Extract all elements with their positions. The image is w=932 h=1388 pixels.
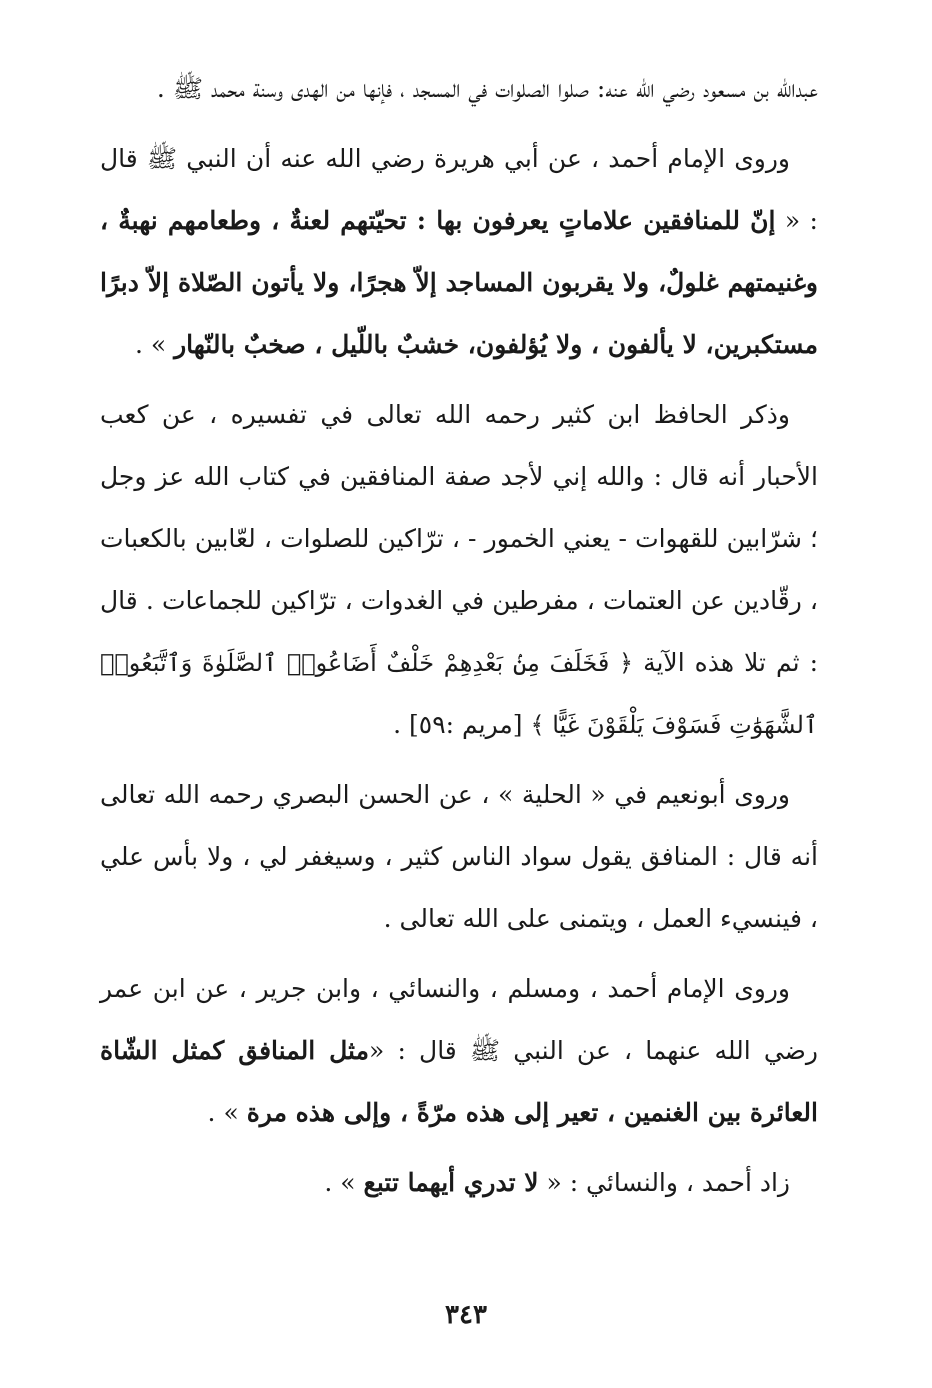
hadith-text: إنّ للمنافقين علاماتٍ يعرفون بها : تحيّتهم لعنةٌ ، وطعامهم نهبةٌ ، وغنيمتهم غلولٌ، ولا يقربون المساجد إلاّ هجرًا، ولا يأتون الصّلاة إلاّ دبرًا مستكبرين، لا يألفون ، ولا يُؤلفون، خشبٌ باللّيل ، صخبٌ بالنّهار — [100, 206, 818, 359]
paragraph-addition — [100, 1152, 818, 1214]
paragraph-text: عبدالله بن مسعود رضي الله عنه: صلوا الصلوات في المسجد ، فإنها من الهدى وسنة محمد ﷺ . — [156, 74, 818, 103]
narration-intro: وروى الإمام أحمد ، ومسلم ، والنسائي ، وابن جرير ، عن ابن عمر رضي الله عنهما ، عن النبي ﷺ قال : « — [100, 974, 818, 1065]
paragraph-text: وروى أبونعيم في « الحلية » ، عن الحسن البصري رحمه الله تعالى أنه قال : المنافق يقول سواد الناس كثير ، وسيغفر لي ، ولا بأس علي ، فينسيء العمل ، ويتمنى على الله تعالى . — [100, 780, 818, 933]
narration-intro: وروى الإمام أحمد ، عن أبي هريرة رضي الله عنه أن النبي ﷺ قال : « — [100, 144, 818, 235]
narration-intro: زاد أحمد ، والنسائي : « — [538, 1168, 790, 1197]
paragraph-ibn-kathir — [100, 384, 818, 756]
quote-close: » . — [134, 330, 175, 359]
paragraph-ibn-masud — [100, 58, 818, 120]
quote-close: » . — [207, 1098, 247, 1127]
paragraph-abu-nuaym — [100, 764, 818, 950]
paragraph-abu-hurayra-hadith — [100, 128, 818, 376]
paragraph-ibn-umar-hadith — [100, 958, 818, 1144]
page-number: ٣٤٣ — [445, 1300, 487, 1330]
book-page — [100, 58, 818, 1378]
quran-verse: ﴿ فَخَلَفَ مِنۢ بَعْدِهِمْ خَلْفٌ أَضَاعُوا۟ ٱلصَّلَوٰةَ وَٱتَّبَعُوا۟ ٱلشَّهَوَٰتِ فَسَوْفَ يَلْقَوْنَ غَيًّا ﴾ — [100, 649, 818, 739]
hadith-text: مثل المنافق كمثل الشّاة العائرة بين الغنمين ، تعير إلى هذه مرّةً ، وإلى هذه مرة — [100, 1036, 818, 1127]
narration-intro: وذكر الحافظ ابن كثير رحمه الله تعالى في تفسيره ، عن كعب الأحبار أنه قال : والله إني لأجد صفة المنافقين في كتاب الله عز وجل ؛ شرّابين للقهوات - يعني الخمور - ، ترّاكين للصلوات ، لعّابين بالكعبات ، رقّادين عن العتمات ، مفرطين في الغدوات ، ترّاكين للجماعات . قال : ثم تلا هذه الآية — [100, 400, 818, 677]
verse-reference: [مريم :٥٩] . — [393, 710, 531, 739]
quote-close: » . — [324, 1168, 364, 1197]
hadith-text: لا تدري أيهما تتبع — [363, 1168, 539, 1197]
